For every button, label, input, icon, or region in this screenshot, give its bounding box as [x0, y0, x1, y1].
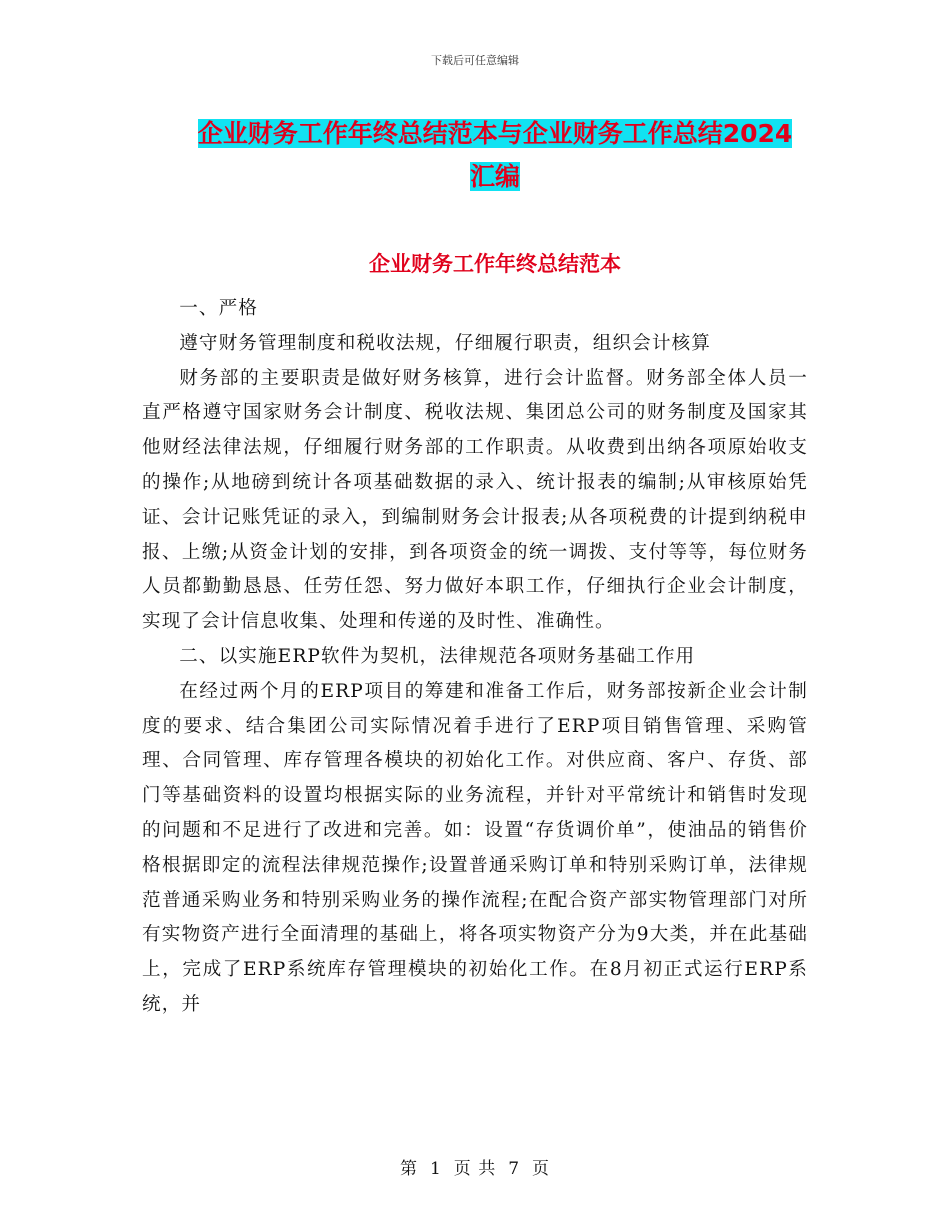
paragraph-erp-implementation: 在经过两个月的ERP项目的筹建和准备工作后，财务部按新企业会计制度的要求、结合集团公司实际情况着手进行了ERP项目销售管理、采购管理、合同管理、库存管理各模块的初始化工作。对供应商、客户、存货、部门等基础资料的设置均根据实际的业务流程，并针对平常统计和销售时发现的问题和不足进行了改进和完善。如：设置“存货调价单”，使油品的销售价格根据即定的流程法律规范操作;设置普通采购订单和特别采购订单，法律规范普通采购业务和特别采购业务的操作流程;在配合资产部实物管理部门对所有实物资产进行全面清理的基础上，将各项实物资产分为9大类，并在此基础上，完成了ERP系统库存管理模块的初始化工作。在8月初正式运行ERP系统，并: [142, 680, 808, 1015]
paragraph-finance-duties: 财务部的主要职责是做好财务核算，进行会计监督。财务部全体人员一直严格遵守国家财务会计制度、税收法规、集团总公司的财务制度及国家其他财经法律法规，仔细履行财务部的工作职责。从收费到出纳各项原始收支的操作;从地磅到统计各项基础数据的录入、统计报表的编制;从审核原始凭证、会计记账凭证的录入，到编制财务会计报表;从各项税费的计提到纳税申报、上缴;从资金计划的安排，到各项资金的统一调拨、支付等等，每位财务人员都勤勤恳恳、任劳任怨、努力做好本职工作，仔细执行企业会计制度，实现了会计信息收集、处理和传递的及时性、准确性。: [142, 367, 808, 633]
document-body: [142, 292, 808, 1023]
heading-erp: 二、以实施ERP软件为契机，法律规范各项财务基础工作用: [179, 645, 696, 667]
document-title: [140, 112, 850, 198]
document-title-line-2: 汇编: [469, 162, 520, 191]
header-note: 下载后可任意编辑: [431, 54, 519, 67]
footer-middle: 页 共: [453, 1159, 497, 1179]
heading-strict: 一、严格: [179, 298, 258, 319]
section-title: 企业财务工作年终总结范本: [369, 252, 621, 276]
document-title-line-1: 企业财务工作年终总结范本与企业财务工作总结2024: [197, 119, 793, 148]
footer-suffix: 页: [532, 1159, 551, 1179]
page-footer: [0, 1154, 950, 1179]
footer-page-number: 1: [429, 1159, 442, 1179]
footer-prefix: 第: [399, 1159, 418, 1179]
subheading-compliance: 遵守财务管理制度和税收法规，仔细履行职责，组织会计核算: [179, 332, 711, 354]
footer-total-pages: 7: [508, 1159, 521, 1179]
